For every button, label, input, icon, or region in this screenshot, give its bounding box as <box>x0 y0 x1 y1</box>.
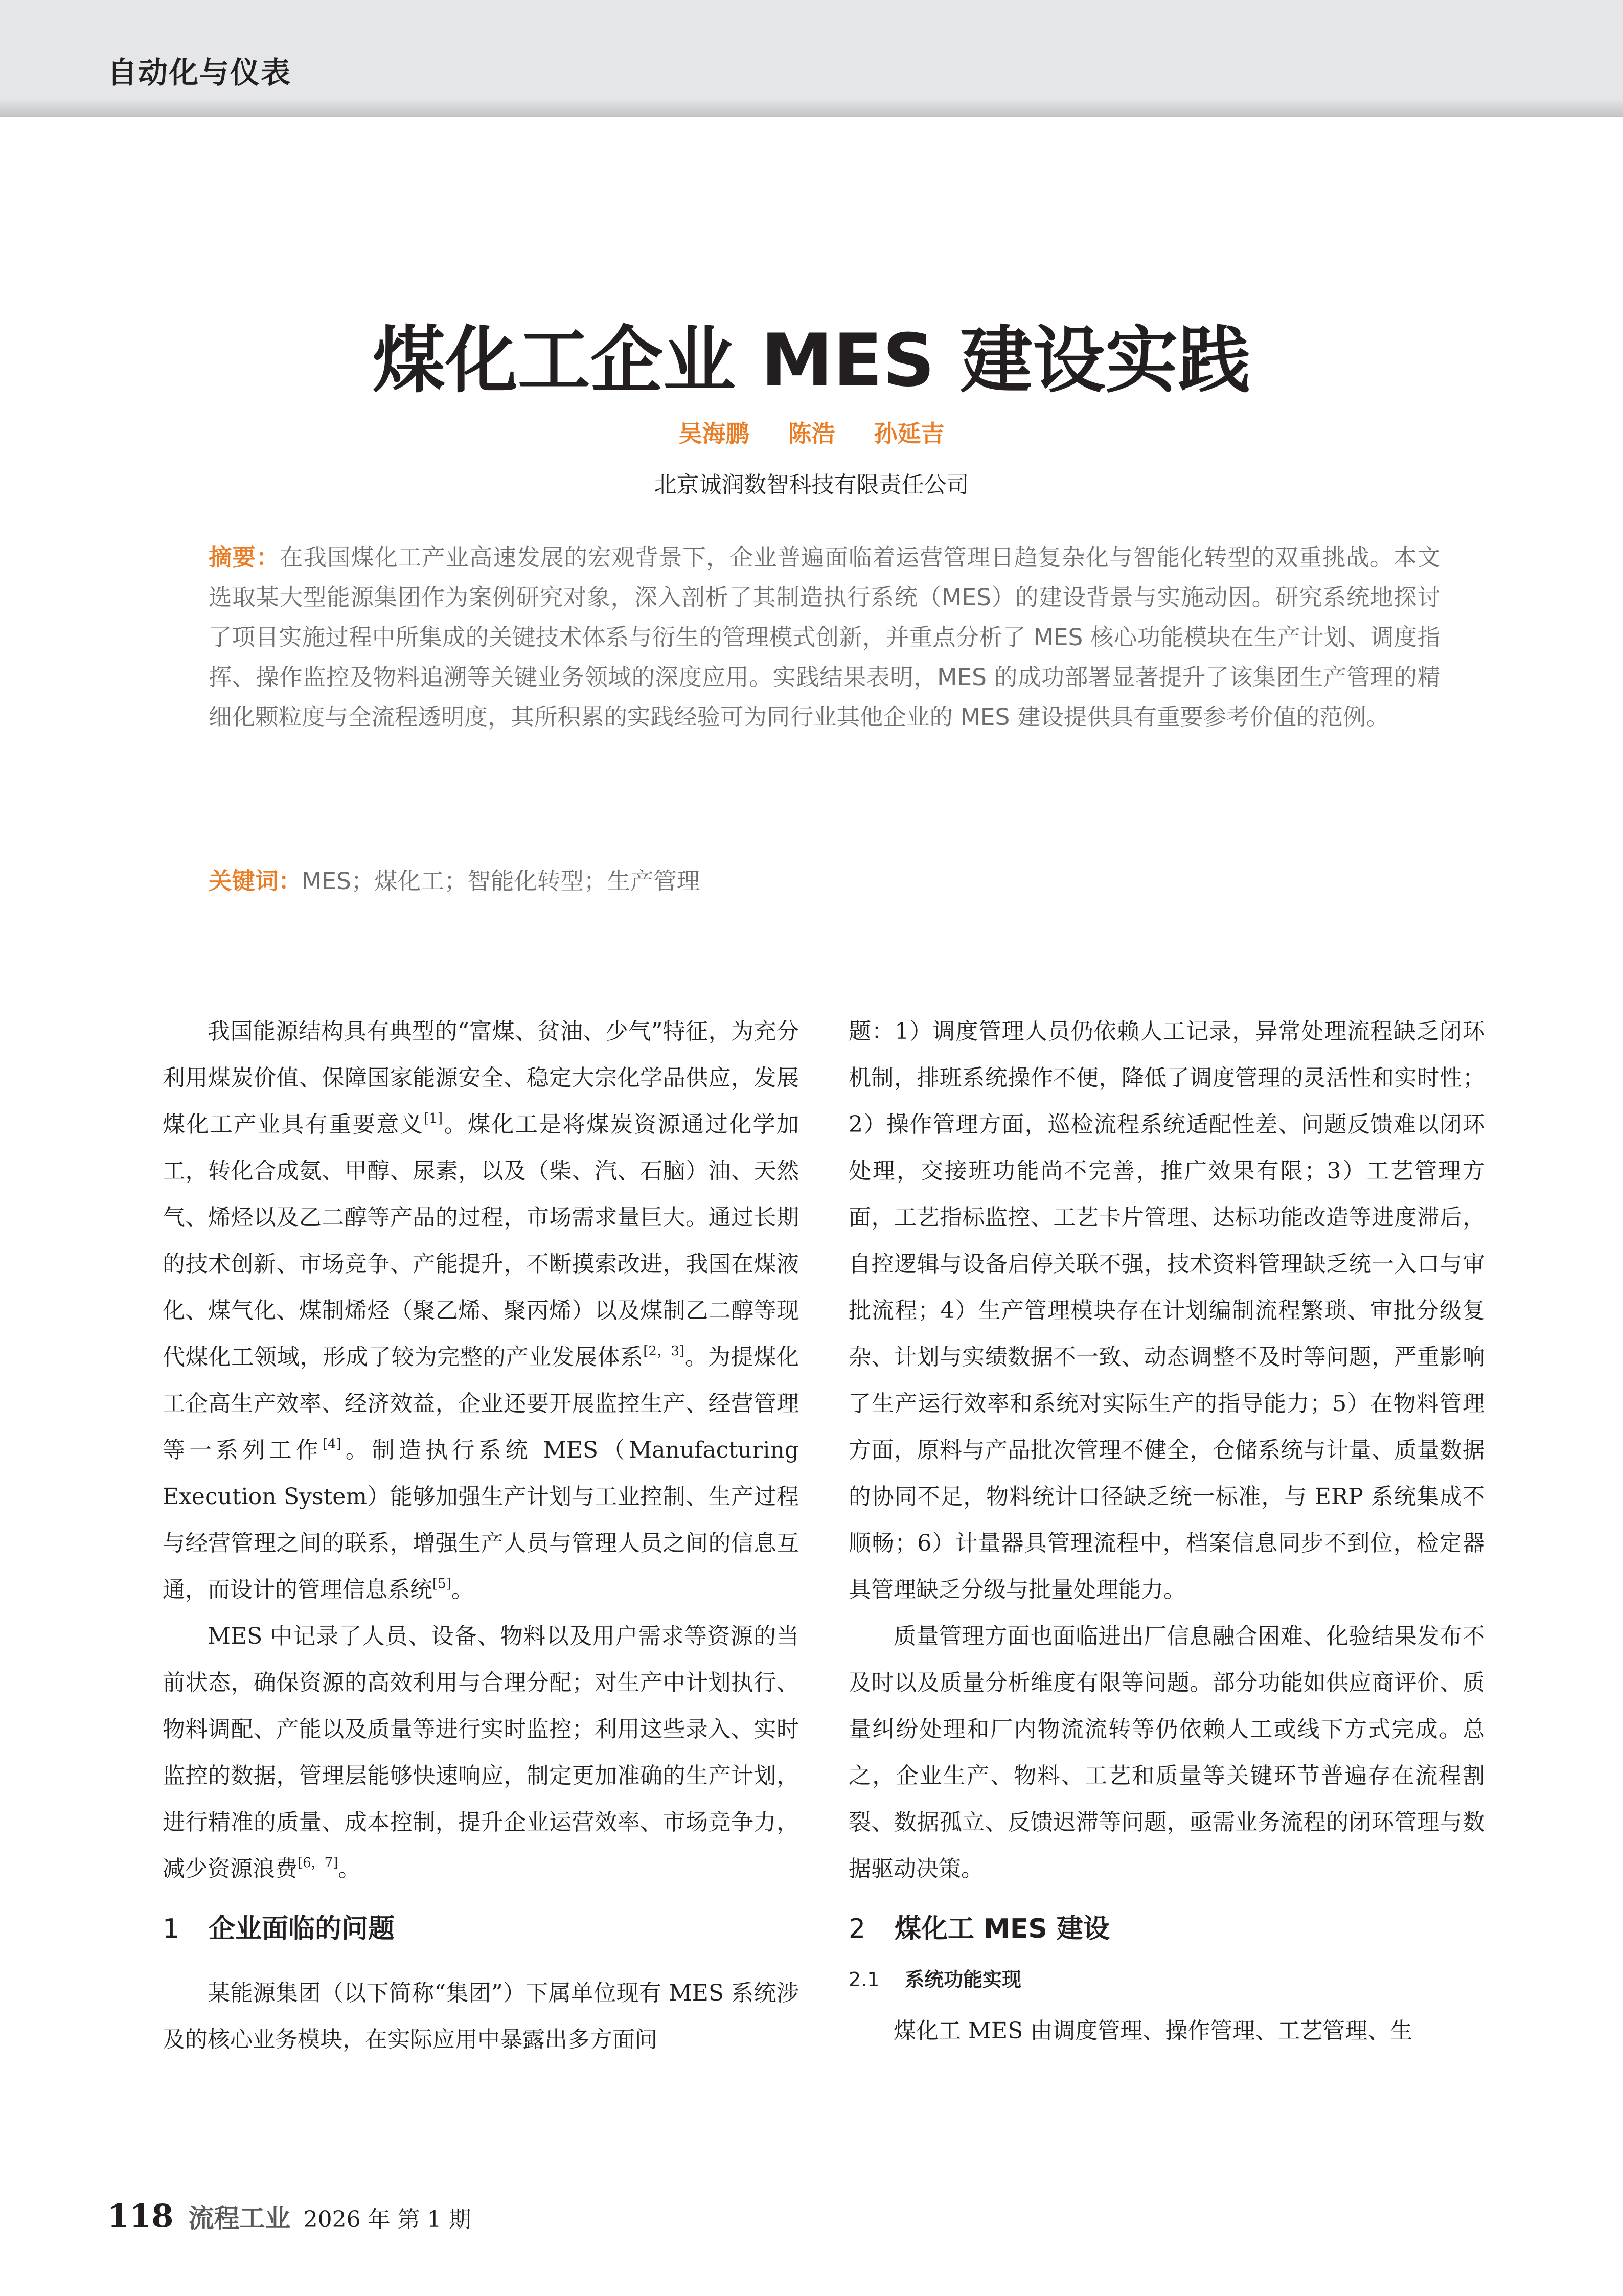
page-number: 118 <box>107 2197 174 2235</box>
section-title: 煤化工 MES 建设 <box>895 1914 1110 1944</box>
issue-info: 2026 年 第 1 期 <box>303 2207 471 2233</box>
paragraph-text: 。制造执行系统 MES（Manufacturing Execution System）能够加强生产计划与工业控制、生产过程与经营管理之间的联系，增强生产人员与管理人员之间的信息互通，而设计的管理信息系统 <box>163 1437 799 1603</box>
article-title: 煤化工企业 MES 建设实践 <box>372 319 1251 403</box>
paragraph <box>163 1008 799 1613</box>
keywords-text: MES；煤化工；智能化转型；生产管理 <box>302 868 700 895</box>
section-number: 2 <box>849 1914 866 1944</box>
paragraph: 质量管理方面也面临进出厂信息融合困难、化验结果发布不及时以及质量分析维度有限等问题。部分功能如供应商评价、质量纠纷处理和厂内物流流转等仍依赖人工或线下方式完成。总之，企业生产、物料、工艺和质量等关键环节普遍存在流程割裂、数据孤立、反馈迟滞等问题，亟需业务流程的闭环管理与数据驱动决策。 <box>849 1623 1485 1882</box>
paragraph-text: 。煤化工是将煤炭资源通过化学加工，转化合成氨、甲醇、尿素，以及（柴、汽、石脑）油、天然气、烯烃以及乙二醇等产品的过程，市场需求量巨大。通过长期的技术创新、市场竞争、产能提升，不断摸索改进，我国在煤液化、煤气化、煤制烯烃（聚乙烯、聚丙烯）以及煤制乙二醇等现代煤化工领域，形成了较为完整的产业发展体系 <box>163 1111 799 1370</box>
keywords-label: 关键词： <box>209 868 302 895</box>
paragraph-text: 。 <box>338 1856 361 1882</box>
paragraph: 题：1）调度管理人员仍依赖人工记录，异常处理流程缺乏闭环机制，排班系统操作不便，降低了调度管理的灵活性和实时性；2）操作管理方面，巡检流程系统适配性差、问题反馈难以闭环处理，交接班功能尚不完善，推广效果有限；3）工艺管理方面，工艺指标监控、工艺卡片管理、达标功能改造等进度滞后，自控逻辑与设备启停关联不强，技术资料管理缺乏统一入口与审批流程；4）生产管理模块存在计划编制流程繁琐、审批分级复杂、计划与实绩数据不一致、动态调整不及时等问题，严重影响了生产运行效率和系统对实际生产的指导能力；5）在物料管理方面，原料与产品批次管理不健全，仓储系统与计量、质量数据的协同不足，物料统计口径缺乏统一标准，与 ERP 系统集成不顺畅；6）计量器具管理流程中，档案信息同步不到位，检定器具管理缺乏分级与批量处理能力。 <box>849 1018 1485 1603</box>
section-number: 1 <box>163 1914 180 1944</box>
citation[interactable]: [2，3] <box>643 1344 685 1359</box>
abstract <box>209 538 1441 737</box>
paragraph: 某能源集团（以下简称“集团”）下属单位现有 MES 系统涉及的核心业务模块，在实际应用中暴露出多方面问 <box>163 1980 799 2053</box>
paragraph-text: 我国能源结构具有典型的“富煤、贫油、少气”特征，为充分利用煤炭价值、保障国家能源安全、稳定大宗化学品供应，发展煤化工产业具有重要意义 <box>163 1018 799 1138</box>
section-label: 自动化与仪表 <box>107 55 292 90</box>
subsection-number: 2.1 <box>849 1968 880 1991</box>
body-column-right <box>849 1008 1485 2054</box>
paragraph-text: MES 中记录了人员、设备、物料以及用户需求等资源的当前状态，确保资源的高效利用与合理分配；对生产中计划执行、物料调配、产能以及质量等进行实时监控；利用这些录入、实时监控的数据，管理层能够快速响应，制定更加准确的生产计划，进行精准的质量、成本控制，提升企业运营效率、市场竞争力，减少资源浪费 <box>163 1623 799 1882</box>
subsection-title: 系统功能实现 <box>905 1968 1022 1991</box>
author: 孙延吉 <box>874 420 945 447</box>
journal-name: 流程工业 <box>188 2203 291 2233</box>
author: 吴海鹏 <box>678 420 749 447</box>
author: 陈浩 <box>788 420 835 447</box>
abstract-label: 摘要： <box>209 544 280 571</box>
affiliation: 北京诚润数智科技有限责任公司 <box>654 472 969 498</box>
section-heading-2 <box>849 1916 1485 1942</box>
paragraph: 煤化工 MES 由调度管理、操作管理、工艺管理、生 <box>894 2018 1413 2044</box>
subsection-heading-2-1 <box>849 1970 1485 1989</box>
section-title: 企业面临的问题 <box>209 1914 395 1944</box>
header-band <box>0 0 1623 117</box>
paragraph <box>163 1613 799 1892</box>
citation[interactable]: [4] <box>322 1437 341 1452</box>
abstract-text: 在我国煤化工产业高速发展的宏观背景下，企业普遍面临着运营管理日趋复杂化与智能化转型的双重挑战。本文选取某大型能源集团作为案例研究对象，深入剖析了其制造执行系统（MES）的建设背景与实施动因。研究系统地探讨了项目实施过程中所集成的关键技术体系与衍生的管理模式创新，并重点分析了 MES 核心功能模块在生产计划、调度指挥、操作监控及物料追溯等关键业务领域的深度应用。实践结果表明，MES 的成功部署显著提升了该集团生产管理的精细化颗粒度与全流程透明度，其所积累的实践经验可为同行业其他企业的 MES 建设提供具有重要参考价值的范例。 <box>209 544 1441 731</box>
section-heading-1 <box>163 1916 799 1942</box>
body-column-left <box>163 1008 799 2063</box>
citation[interactable]: [6，7] <box>298 1855 338 1871</box>
citation[interactable]: [1] <box>424 1111 443 1126</box>
keywords <box>209 863 1441 896</box>
paragraph-text: 。为提煤化工企高生产效率、经济效益，企业还要开展监控生产、经营管理等一系列工作 <box>163 1344 799 1463</box>
author-list <box>0 415 1623 449</box>
citation[interactable]: [5] <box>432 1576 451 1592</box>
page-footer <box>107 2197 471 2235</box>
paragraph-text: 。 <box>451 1577 474 1603</box>
